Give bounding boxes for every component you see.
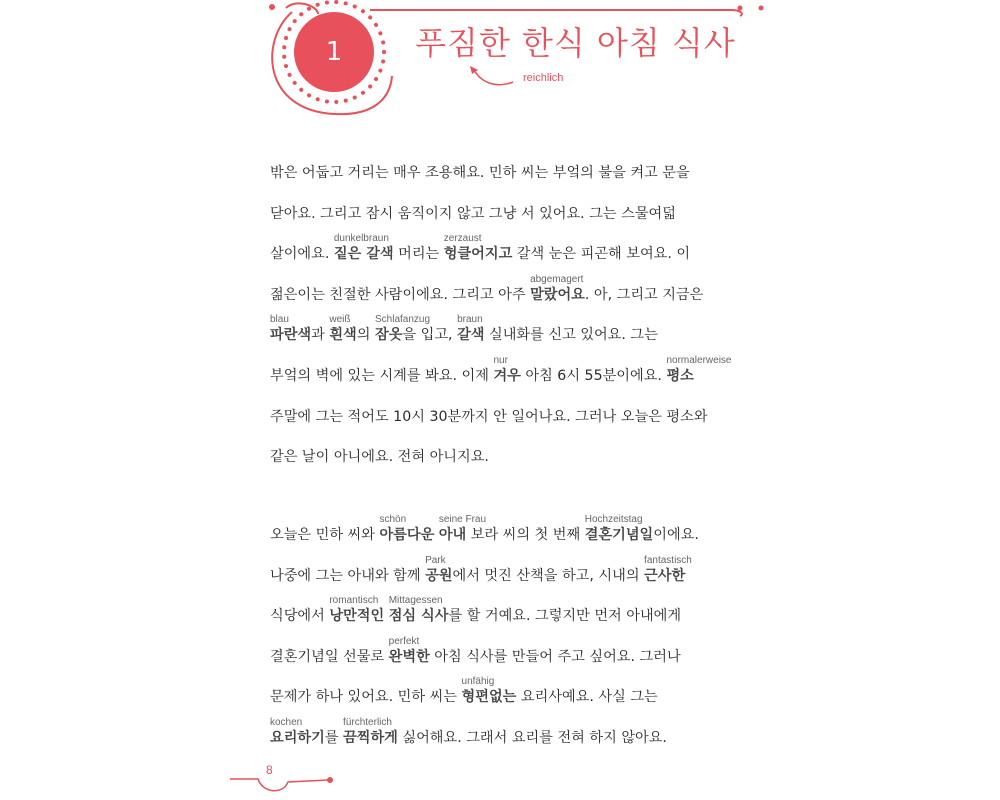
title-gloss: reichlich <box>523 72 564 84</box>
text-segment: 나중에 그는 아내와 함께 <box>270 567 426 584</box>
word-gloss: abgemagert <box>530 273 584 285</box>
text-segment: 실내화를 신고 있어요. 그는 <box>484 327 658 344</box>
glossed-word-text: 잠옷 <box>374 327 403 344</box>
word-gloss: zerzaust <box>443 233 482 245</box>
text-line <box>270 273 704 305</box>
text-segment: 문제가 하나 있어요. 민하 씨는 <box>270 689 462 706</box>
text-line <box>270 314 658 345</box>
glossed-word <box>443 233 513 264</box>
text-segment: 아침 식사를 만들어 주고 싶어요. 그러나 <box>429 648 681 665</box>
text-segment: . 아, 그리고 지금은 <box>584 286 704 303</box>
glossed-word <box>329 314 357 345</box>
word-gloss: nur <box>493 355 508 366</box>
word-gloss: seine Frau <box>438 514 487 525</box>
glossed-word <box>388 635 430 667</box>
glossed-word <box>379 514 435 545</box>
text-segment: 를 <box>324 730 344 746</box>
text-line <box>270 407 708 427</box>
word-gloss: kochen <box>270 717 303 728</box>
text-segment: 밖은 어둡고 거리는 매우 조용해요. 민하 씨는 부엌의 불을 켜고 문을 <box>270 165 690 181</box>
word-gloss: blau <box>270 314 289 326</box>
text-segment: 살이에요. <box>270 246 334 263</box>
glossed-word <box>333 233 394 264</box>
glossed-word-text: 겨우 <box>493 368 521 384</box>
text-segment: 식당에서 <box>270 608 330 625</box>
text-segment: 부엌의 벽에 있는 시계를 봐요. 이제 <box>270 368 494 384</box>
glossed-word-text: 점심 식사 <box>388 608 449 625</box>
glossed-word-text: 아내 <box>438 527 467 543</box>
text-line <box>270 595 682 626</box>
text-segment: 젊은이는 친절한 사람이에요. 그리고 아주 <box>270 286 531 303</box>
glossed-word-text: 끔찍하게 <box>343 730 398 746</box>
glossed-word <box>493 355 521 386</box>
word-gloss: braun <box>457 314 483 326</box>
text-segment: 을 입고, <box>402 327 458 344</box>
glossed-word <box>530 273 585 305</box>
word-gloss: fantastisch <box>644 554 692 566</box>
text-line <box>270 163 690 183</box>
glossed-word-text: 흰색 <box>329 327 357 344</box>
text-segment: 에서 멋진 산책을 하고, 시내의 <box>452 567 645 584</box>
text-line <box>270 233 691 264</box>
text-segment: 요리사예요. 사실 그는 <box>516 689 658 706</box>
text-segment: 싫어해요. 그래서 요리를 전혀 하지 않아요. <box>397 730 667 746</box>
word-gloss: Schlafanzug <box>374 314 431 326</box>
glossed-word-text: 결혼기념일 <box>584 527 654 543</box>
page-number: 8 <box>266 763 273 777</box>
text-segment: 갈색 눈은 피곤해 보여요. 이 <box>512 246 691 263</box>
glossed-word <box>461 676 517 707</box>
text-segment: 과 <box>311 327 330 344</box>
glossed-word <box>438 514 487 545</box>
word-gloss: perfekt <box>388 635 420 647</box>
glossed-word-text: 낭만적인 <box>329 608 385 625</box>
glossed-word <box>425 554 453 586</box>
word-gloss: fürchterlich <box>343 717 392 728</box>
glossed-word <box>584 514 654 545</box>
text-line <box>270 676 658 707</box>
glossed-word-text: 갈색 <box>457 327 485 344</box>
text-segment: 주말에 그는 적어도 10시 30분까지 안 일어나요. 그러나 오늘은 평소와 <box>270 408 708 425</box>
text-segment: 의 <box>356 327 375 344</box>
glossed-word <box>666 355 732 386</box>
chapter-number: 1 <box>325 37 343 67</box>
text-segment: 닫아요. 그리고 잠시 움직이지 않고 그냥 서 있어요. 그는 스물여덟 <box>270 205 676 222</box>
text-segment: 결혼기념일 선물로 <box>270 648 389 665</box>
text-line <box>270 514 699 545</box>
text-line <box>270 355 732 386</box>
glossed-word-text: 형편없는 <box>461 689 517 706</box>
glossed-word-text: 짙은 갈색 <box>333 246 394 263</box>
word-gloss: schön <box>379 514 407 525</box>
glossed-word <box>270 314 312 345</box>
text-line <box>270 717 667 748</box>
word-gloss: romantisch <box>329 595 379 607</box>
word-gloss: unfähig <box>461 676 495 688</box>
glossed-word-text: 완벽한 <box>388 648 430 665</box>
glossed-word <box>270 717 325 748</box>
text-segment: 아침 6시 55분이에요. <box>520 368 667 384</box>
glossed-word-text: 말랐어요 <box>530 286 585 303</box>
text-line <box>270 204 676 224</box>
glossed-word-text: 근사한 <box>644 567 686 584</box>
text-line <box>270 635 681 667</box>
text-line <box>270 447 489 467</box>
glossed-word-text: 헝클어지고 <box>443 246 513 263</box>
glossed-word-text: 아름다운 <box>379 527 435 543</box>
glossed-word-text: 요리하기 <box>270 730 325 746</box>
text-segment: 를 할 거예요. 그렇지만 먼저 아내에게 <box>448 608 682 625</box>
text-segment: 이에요. <box>653 527 699 543</box>
glossed-word-text: 공원 <box>425 567 453 584</box>
glossed-word <box>329 595 385 626</box>
word-gloss: dunkelbraun <box>333 233 389 245</box>
text-segment: 머리는 <box>393 246 444 263</box>
word-gloss: Mittagessen <box>388 595 443 607</box>
glossed-word <box>388 595 449 626</box>
glossed-word <box>457 314 485 345</box>
text-line <box>270 554 692 586</box>
text-segment: 보라 씨의 첫 번째 <box>466 527 585 543</box>
glossed-word <box>343 717 398 748</box>
text-segment: 같은 날이 아니에요. 전혀 아니지요. <box>270 449 489 466</box>
word-gloss: Park <box>425 554 446 566</box>
word-gloss: Hochzeitstag <box>584 514 643 525</box>
word-gloss: normalerweise <box>666 355 732 366</box>
glossed-word-text: 평소 <box>666 368 694 384</box>
chapter-title: 푸짐한 한식 아침 식사 <box>415 24 736 62</box>
word-gloss: weiß <box>329 314 351 326</box>
glossed-word-text: 파란색 <box>270 327 312 344</box>
glossed-word <box>644 554 692 586</box>
text-segment: 오늘은 민하 씨와 <box>270 527 380 543</box>
